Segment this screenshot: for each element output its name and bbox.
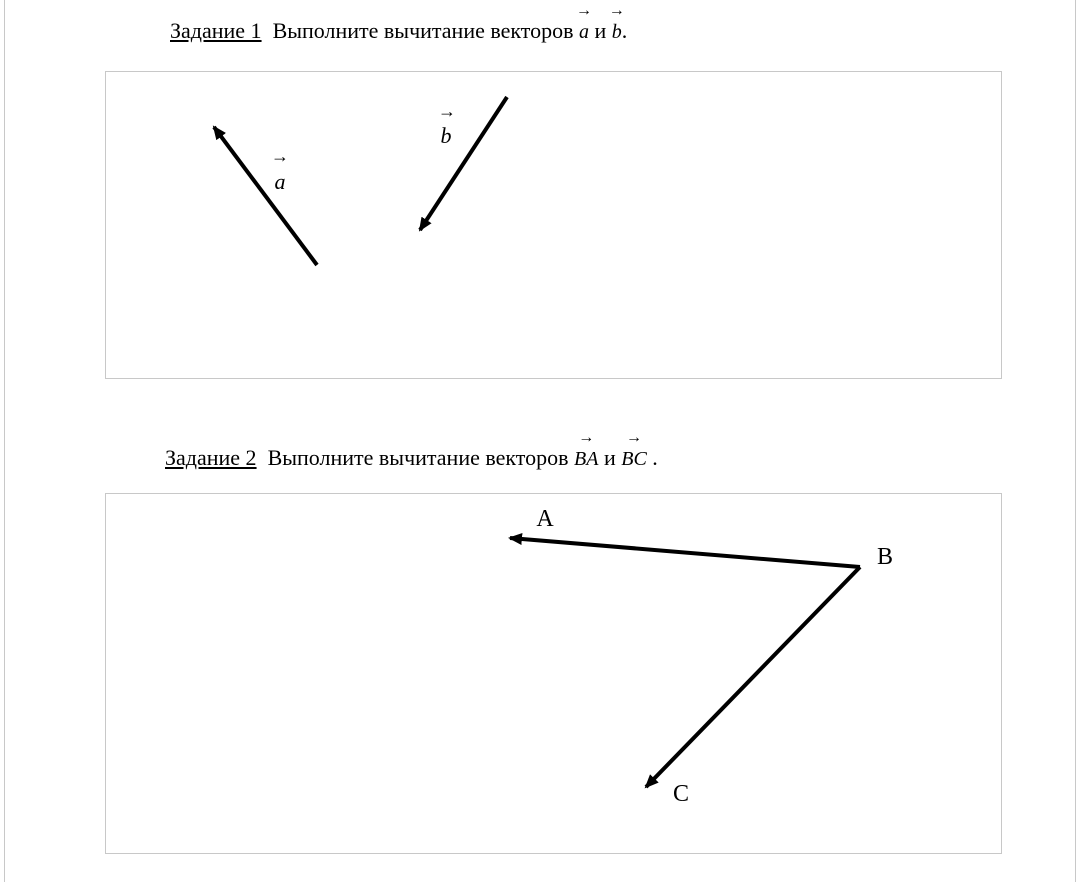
task2-label: Задание 2 [165,445,257,470]
vector-bc-line [646,567,860,787]
task1-label: Задание 1 [170,18,262,43]
point-c-label: C [672,781,690,807]
point-a-label: A [536,506,554,532]
vector-b-label: b [440,123,452,148]
vector-b-line [420,97,507,230]
task2-vec1-name: BA [574,448,599,470]
vector-arrow-icon: → [626,429,643,446]
task2-period: . [652,445,658,470]
task2-text: Выполните вычитание векторов [267,445,569,470]
point-b-label: B [876,544,894,570]
vector-a-line [214,127,317,265]
task1-vec1-name: a [579,21,590,43]
task2-vector-ba [574,429,599,472]
vector-a-arrow-icon: → [271,146,289,166]
vector-arrow-icon: → [576,2,593,19]
vector-arrow-icon: → [608,2,625,19]
vector-arrow-icon: → [578,429,595,446]
task1-vec2-name: b [611,21,622,43]
task2-heading [165,429,658,472]
task1-period: . [621,18,628,43]
task2-conj: и [603,445,616,470]
vector-ba-line [510,538,860,567]
task2-vec2-name: BC [621,448,647,470]
vector-b-arrow-icon: → [438,101,456,121]
task2-vector-bc [621,429,647,472]
task1-text: Выполните вычитание векторов [272,18,574,43]
vector-a-label: a [274,169,286,194]
task1-conj: и [594,18,607,43]
